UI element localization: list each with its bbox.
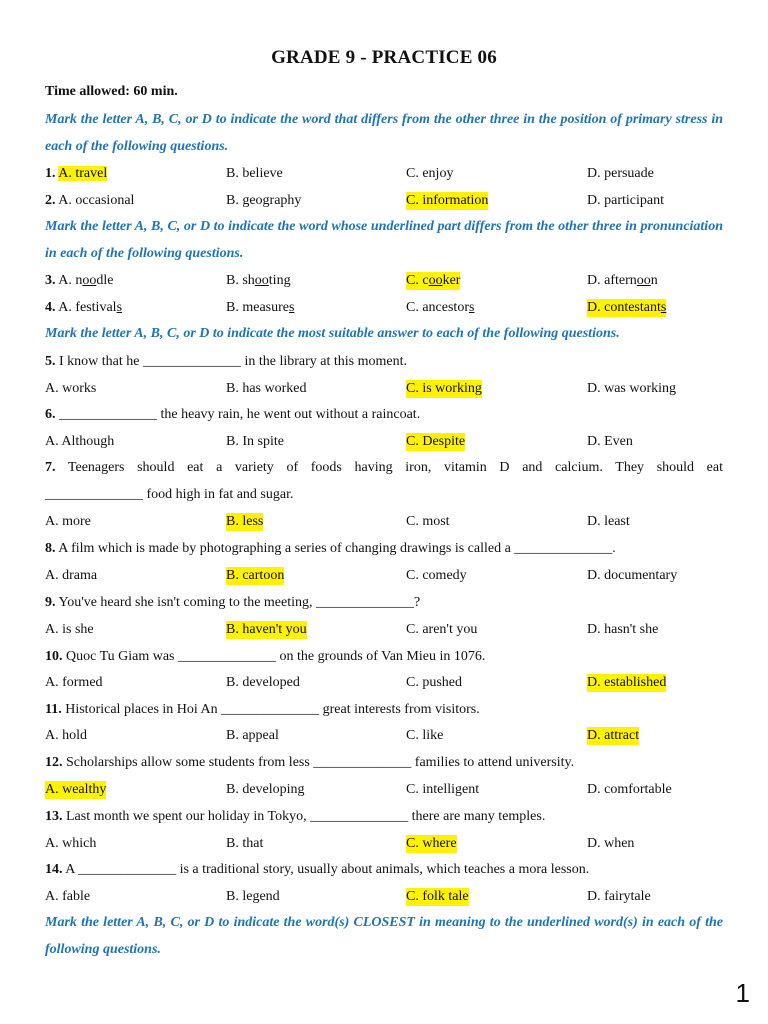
q1-option-d[interactable]: D. persuade — [587, 166, 654, 181]
q12-option-b[interactable]: B. developing — [226, 782, 305, 797]
q9-option-b[interactable]: B. haven't you — [226, 622, 307, 637]
q3-option-b[interactable]: B. shooting — [226, 273, 291, 288]
q5-option-c[interactable]: C. is working — [406, 381, 482, 396]
q2-option-b[interactable]: B. geography — [226, 193, 302, 208]
question-5 — [45, 380, 725, 398]
instruction-pronunciation: Mark the letter A, B, C, or D to indicate the word whose underlined part differs from the other three in pronunciation in each of the following questions. — [45, 219, 723, 261]
q6-option-c[interactable]: C. Despite — [406, 434, 466, 449]
instruction-stress: Mark the letter A, B, C, or D to indicate the word that differs from the other three in the position of primary stress in each of the following questions. — [45, 112, 723, 154]
q7-option-a[interactable]: A. more — [45, 514, 91, 529]
q11-option-c[interactable]: C. like — [406, 728, 444, 743]
question-10 — [45, 674, 725, 692]
q14-option-d[interactable]: D. fairytale — [587, 889, 651, 904]
q3-option-c[interactable]: C. cooker — [406, 273, 461, 288]
question-10-stem: 10. Quoc Tu Giam was ______________ on the grounds of Van Mieu in 1076. — [45, 649, 486, 664]
question-11 — [45, 727, 725, 745]
q7-option-c[interactable]: C. most — [406, 514, 450, 529]
q10-option-a[interactable]: A. formed — [45, 675, 103, 690]
q9-option-c[interactable]: C. aren't you — [406, 622, 478, 637]
q3-option-d[interactable]: D. afternoon — [587, 273, 658, 288]
question-3 — [45, 272, 725, 290]
instruction-suitable: Mark the letter A, B, C, or D to indicate the most suitable answer to each of the following questions. — [45, 326, 620, 341]
q14-option-b[interactable]: B. legend — [226, 889, 280, 904]
question-11-stem: 11. Historical places in Hoi An ______________ great interests from visitors. — [45, 702, 480, 717]
page-title: GRADE 9 - PRACTICE 06 — [271, 47, 497, 68]
q8-option-d[interactable]: D. documentary — [587, 568, 678, 583]
time-allowed: Time allowed: 60 min. — [45, 84, 178, 99]
q12-option-d[interactable]: D. comfortable — [587, 782, 672, 797]
question-7-stem-line2: ______________ food high in fat and sugar. — [45, 487, 294, 502]
q13-option-d[interactable]: D. when — [587, 836, 635, 851]
q1-option-b[interactable]: B. believe — [226, 166, 283, 181]
q11-option-a[interactable]: A. hold — [45, 728, 87, 743]
q6-option-b[interactable]: B. In spite — [226, 434, 284, 449]
q4-option-d[interactable]: D. contestants — [587, 300, 667, 315]
question-9-stem: 9. You've heard she isn't coming to the meeting, ______________? — [45, 595, 421, 610]
q7-option-d[interactable]: D. least — [587, 514, 630, 529]
q12-option-c[interactable]: C. intelligent — [406, 782, 480, 797]
question-12-stem: 12. Scholarships allow some students from less ______________ families to attend university. — [45, 755, 575, 770]
question-6-stem: 6. ______________ the heavy rain, he went out without a raincoat. — [45, 407, 421, 422]
question-2 — [45, 192, 725, 210]
q6-option-a[interactable]: A. Although — [45, 434, 115, 449]
q5-option-b[interactable]: B. has worked — [226, 381, 307, 396]
q1-option-c[interactable]: C. enjoy — [406, 166, 454, 181]
question-13-stem: 13. Last month we spent our holiday in Tokyo, ______________ there are many temples. — [45, 809, 546, 824]
q8-option-a[interactable]: A. drama — [45, 568, 98, 583]
q10-option-d[interactable]: D. established — [587, 675, 667, 690]
question-7 — [45, 513, 725, 531]
q14-option-c[interactable]: C. folk tale — [406, 889, 469, 904]
question-1 — [45, 165, 725, 183]
q8-option-b[interactable]: B. cartoon — [226, 568, 285, 583]
q13-option-a[interactable]: A. which — [45, 836, 97, 851]
q7-option-b[interactable]: B. less — [226, 514, 264, 529]
question-8 — [45, 567, 725, 585]
q11-option-b[interactable]: B. appeal — [226, 728, 279, 743]
q11-option-d[interactable]: D. attract — [587, 728, 640, 743]
question-4 — [45, 299, 725, 317]
question-14-stem: 14. A ______________ is a traditional story, usually about animals, which teaches a mora lesson. — [45, 862, 590, 877]
q4-option-a[interactable]: 4. A. festivals — [45, 300, 123, 315]
q2-option-a[interactable]: 2. A. occasional — [45, 193, 135, 208]
q9-option-d[interactable]: D. hasn't she — [587, 622, 659, 637]
question-12 — [45, 781, 725, 799]
q14-option-a[interactable]: A. fable — [45, 889, 91, 904]
question-7-stem-line1: 7. Teenagers should eat a variety of foods having iron, vitamin D and calcium. They should eat — [45, 460, 724, 475]
q5-option-d[interactable]: D. was working — [587, 381, 677, 396]
question-8-stem: 8. A film which is made by photographing a series of changing drawings is called a ______________. — [45, 541, 616, 556]
q6-option-d[interactable]: D. Even — [587, 434, 633, 449]
q5-option-a[interactable]: A. works — [45, 381, 97, 396]
instruction-closest: Mark the letter A, B, C, or D to indicate the word(s) CLOSEST in meaning to the underlined word(s) in each of the following questions. — [45, 915, 723, 957]
page-number: 1 — [735, 978, 750, 1008]
question-14 — [45, 888, 725, 906]
q4-option-b[interactable]: B. measures — [226, 300, 295, 315]
question-6 — [45, 433, 725, 451]
q12-option-a[interactable]: A. wealthy — [45, 782, 107, 797]
q13-option-c[interactable]: C. where — [406, 836, 457, 851]
q1-option-a[interactable]: 1. A. travel — [45, 166, 108, 181]
q13-option-b[interactable]: B. that — [226, 836, 264, 851]
q8-option-c[interactable]: C. comedy — [406, 568, 467, 583]
question-5-stem: 5. I know that he ______________ in the library at this moment. — [45, 354, 408, 369]
q10-option-c[interactable]: C. pushed — [406, 675, 462, 690]
q4-option-c[interactable]: C. ancestors — [406, 300, 475, 315]
q10-option-b[interactable]: B. developed — [226, 675, 300, 690]
question-13 — [45, 835, 725, 853]
q2-option-c[interactable]: C. information — [406, 193, 489, 208]
question-9 — [45, 621, 725, 639]
q3-option-a[interactable]: 3. A. noodle — [45, 273, 114, 288]
q2-option-d[interactable]: D. participant — [587, 193, 664, 208]
q9-option-a[interactable]: A. is she — [45, 622, 94, 637]
